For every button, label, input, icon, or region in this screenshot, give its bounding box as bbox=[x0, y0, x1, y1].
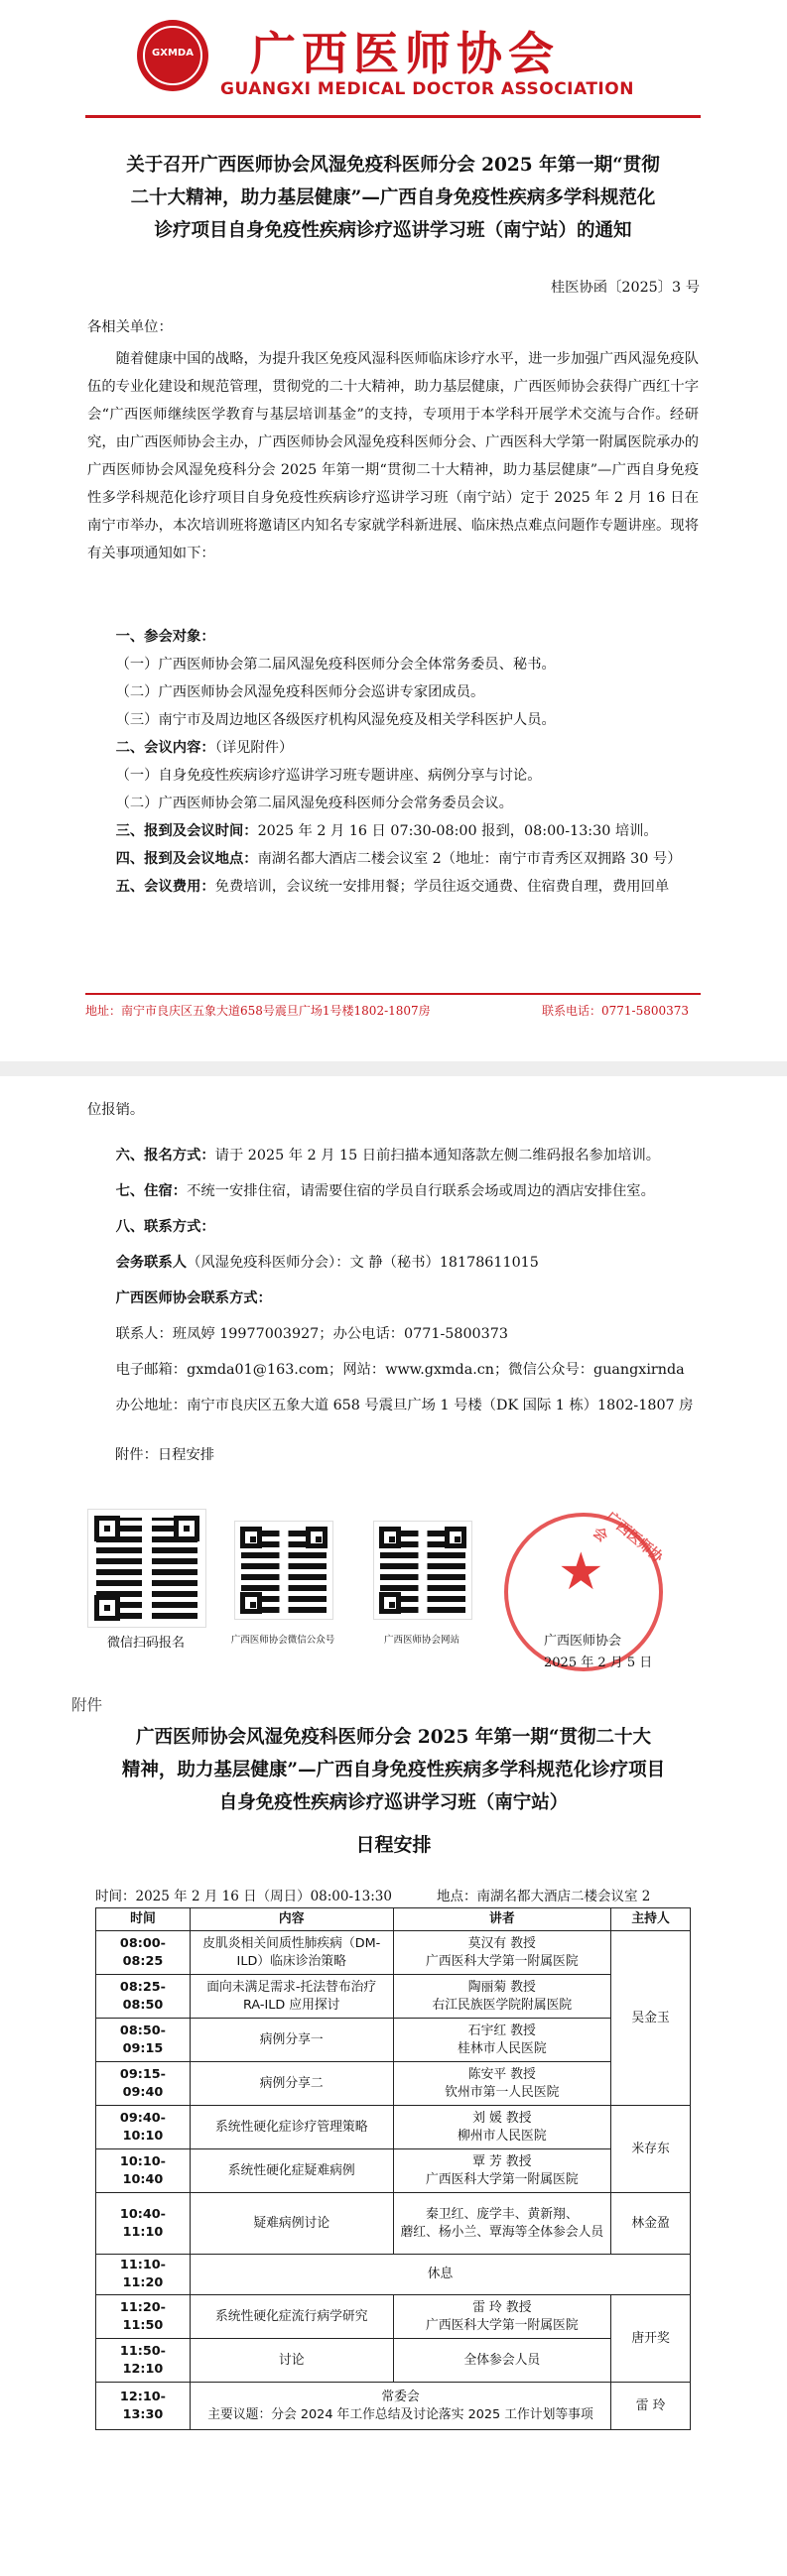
website-qr-code[interactable] bbox=[373, 1521, 472, 1620]
content-cell: 病例分享二 bbox=[190, 2062, 393, 2106]
speaker-cell: 刘 媛 教授 柳州市人民医院 bbox=[393, 2106, 611, 2149]
column-header: 时间 bbox=[96, 1908, 191, 1931]
speaker-cell: 陈安平 教授 钦州市第一人民医院 bbox=[393, 2062, 611, 2106]
contact-label: 会务联系人 bbox=[115, 1255, 188, 1271]
host-cell: 吴金玉 bbox=[611, 1931, 691, 2106]
notice-title-line: 二十大精神，助力基层健康”—广西自身免疫性疾病多学科规范化 bbox=[130, 187, 656, 208]
appendix-title bbox=[69, 1721, 718, 1819]
schedule-heading: 日程安排 bbox=[355, 1834, 432, 1856]
contact-person: 联系人：班凤婷 19977003927；办公电话：0771-5800373 bbox=[115, 1326, 508, 1342]
seal-star-icon: ★ bbox=[558, 1542, 604, 1602]
appendix-title-line: 精神，助力基层健康”—广西自身免疫性疾病多学科规范化诊疗项目 bbox=[121, 1760, 666, 1780]
logo-text: GXMDA bbox=[152, 48, 194, 59]
time-cell: 08:25-08:50 bbox=[96, 1975, 191, 2019]
qr-finder bbox=[379, 1592, 401, 1614]
wechat-account-qr-code[interactable] bbox=[234, 1521, 333, 1620]
speaker-cell: 石宇红 教授 桂林市人民医院 bbox=[393, 2019, 611, 2062]
table-row bbox=[96, 1931, 691, 1975]
qr-finder bbox=[445, 1527, 466, 1548]
qr-caption: 广西医师协会网站 bbox=[383, 1635, 459, 1646]
content-cell: 皮肌炎相关间质性肺疾病（DM-ILD）临床诊治策略 bbox=[190, 1931, 393, 1975]
notice-title-line: 诊疗项目自身免疫性疾病诊疗巡讲学习班（南宁站）的通知 bbox=[154, 220, 632, 241]
time-cell: 11:20-11:50 bbox=[96, 2295, 191, 2339]
section-1 bbox=[87, 623, 699, 901]
contact-text: （风湿免疫科医师分会）：文 静（秘书）18178611015 bbox=[187, 1255, 539, 1271]
content-cell: 系统性硬化症诊疗管理策略 bbox=[190, 2106, 393, 2149]
time-cell: 09:40-10:10 bbox=[96, 2106, 191, 2149]
table-row bbox=[96, 2255, 691, 2295]
section-heading: 七、住宿： bbox=[115, 1183, 188, 1199]
content-cell: 面向未满足需求-托法替布治疗 RA-ILD 应用探讨 bbox=[190, 1975, 393, 2019]
speaker-cell: 陶丽菊 教授 右江民族医学院附属医院 bbox=[393, 1975, 611, 2019]
footer-phone: 联系电话：0771-5800373 bbox=[542, 1004, 690, 1018]
speaker-cell: 莫汉有 教授 广西医科大学第一附属医院 bbox=[393, 1931, 611, 1975]
time-cell: 10:10-10:40 bbox=[96, 2149, 191, 2193]
intro-paragraph: 随着健康中国的战略，为提升我区免疫风湿科医师临床诊疗水平，进一步加强广西风湿免疫队伍的专业化建设和规范管理，贯彻党的二十大精神，助力基层健康，广西医师协会获得广西红十字会“广西医师继续医学教育与基层培训基金”的支持，专项用于本学科开展学术交流与合作。经研究，由广西医师协会主办，广西医师协会风湿免疫科医师分会、广西医科大学第一附属医院承办的广西医师协会风湿免疫科分会 2025 年第一期“贯彻二十大精神，助力基层健康”—广西自身免疫性多学科规范化诊疗项目自身免疫性疾病诊疗巡讲学习班（南宁站）定于 2025 年 2 月 16 日在南宁市举办，本次培训班将邀请区内知名专家就学科新进展、临床热点难点问题作专题讲座。现将有关事项通知如下： bbox=[87, 351, 699, 561]
host-cell: 唐开奖 bbox=[611, 2295, 691, 2383]
contact-address: 办公地址：南宁市良庆区五象大道 658 号震旦广场 1 号楼（DK 国际 1 栋）1802-1807 房 bbox=[115, 1398, 694, 1413]
section-text: 南湖名都大酒店二楼会议室 2（地址：南宁市青秀区双拥路 30 号） bbox=[257, 851, 682, 867]
content-cell: 讨论 bbox=[190, 2339, 393, 2383]
notice-page-2 bbox=[0, 1076, 787, 2576]
time-cell: 10:40-11:10 bbox=[96, 2193, 191, 2255]
time-cell: 11:50-12:10 bbox=[96, 2339, 191, 2383]
speaker-cell: 全体参会人员 bbox=[393, 2339, 611, 2383]
list-item: （三）南宁市及周边地区各级医疗机构风湿免疫及相关学科医护人员。 bbox=[115, 712, 556, 728]
speaker-cell: 秦卫红、庞学丰、黄新翔、 蘑红、杨小兰、覃海等全体参会人员 bbox=[393, 2193, 611, 2255]
section-6-to-8 bbox=[87, 1138, 722, 1423]
notice-title-line: 关于召开广西医师协会风湿免疫科医师分会 2025 年第一期“贯彻 bbox=[126, 155, 660, 176]
speaker-cell: 覃 芳 教授 广西医科大学第一附属医院 bbox=[393, 2149, 611, 2193]
section-heading: 二、会议内容： bbox=[115, 740, 215, 756]
host-cell: 雷 玲 bbox=[611, 2383, 691, 2430]
speaker-cell: 雷 玲 教授 广西医科大学第一附属医院 bbox=[393, 2295, 611, 2339]
content-cell: 系统性硬化症疑难病例 bbox=[190, 2149, 393, 2193]
salutation: 各相关单位： bbox=[87, 319, 173, 335]
section-note: （详见附件） bbox=[214, 740, 294, 756]
continuation-text bbox=[87, 1096, 699, 1124]
header-divider bbox=[85, 115, 701, 118]
content-cell: 病例分享一 bbox=[190, 2019, 393, 2062]
qr-finder bbox=[94, 1516, 120, 1541]
list-item: （二）广西医师协会风湿免疫科医师分会巡讲专家团成员。 bbox=[115, 684, 485, 700]
section-heading: 三、报到及会议时间： bbox=[115, 823, 258, 839]
footer-address: 地址：南宁市良庆区五象大道658号震旦广场1号楼1802-1807房 bbox=[85, 1004, 431, 1018]
table-row bbox=[96, 2295, 691, 2339]
contact-email: 电子邮箱：gxmda01@163.com；网站：www.gxmda.cn；微信公众号：guangxirnda bbox=[115, 1362, 685, 1378]
column-header: 讲者 bbox=[393, 1908, 611, 1931]
table-row bbox=[96, 1975, 691, 2019]
table-row bbox=[96, 2062, 691, 2106]
column-header: 内容 bbox=[190, 1908, 393, 1931]
qr-caption: 微信扫码报名 bbox=[106, 1636, 185, 1651]
table-row bbox=[96, 2193, 691, 2255]
attachment-note: 附件：日程安排 bbox=[115, 1447, 215, 1463]
schedule-time: 时间：2025 年 2 月 16 日（周日）08:00-13:30 bbox=[95, 1889, 392, 1904]
section-heading: 八、联系方式： bbox=[115, 1219, 215, 1235]
section-text: 请于 2025 年 2 月 15 日前扫描本通知落款左侧二维码报名参加培训。 bbox=[214, 1148, 661, 1164]
section-text: 不统一安排住宿，请需要住宿的学员自行联系会场或周边的酒店安排住室。 bbox=[187, 1183, 655, 1199]
time-cell: 09:15-09:40 bbox=[96, 2062, 191, 2106]
schedule-place: 地点：南湖名都大酒店二楼会议室 2 bbox=[437, 1889, 651, 1904]
list-item: （二）广西医师协会第二届风湿免疫科医师分会常务委员会议。 bbox=[115, 796, 513, 811]
content-cell: 疑难病例讨论 bbox=[190, 2193, 393, 2255]
notice-page-1 bbox=[0, 0, 787, 1061]
time-cell: 08:50-09:15 bbox=[96, 2019, 191, 2062]
list-item: （一）广西医师协会第二届风湿免疫科医师分会全体常务委员、秘书。 bbox=[115, 657, 556, 673]
qr-finder bbox=[94, 1595, 120, 1621]
qr-finder bbox=[240, 1592, 262, 1614]
section-text: 2025 年 2 月 16 日 07:30-08:00 报到，08:00-13:30 培训。 bbox=[257, 823, 658, 839]
qr-finder bbox=[240, 1527, 262, 1548]
org-name-en: GUANGXI MEDICAL DOCTOR ASSOCIATION bbox=[220, 79, 634, 99]
merged-cell: 常委会 主要议题：分会 2024 年工作总结及讨论落实 2025 工作计划等事项 bbox=[190, 2383, 610, 2430]
time-cell: 11:10-11:20 bbox=[96, 2255, 191, 2295]
list-item: （一）自身免疫性疾病诊疗巡讲学习班专题讲座、病例分享与讨论。 bbox=[115, 768, 542, 784]
section-heading: 一、参会对象： bbox=[115, 629, 215, 645]
qr-finder bbox=[306, 1527, 328, 1548]
appendix-title-line: 自身免疫性疾病诊疗巡讲学习班（南宁站） bbox=[218, 1792, 569, 1813]
host-cell: 米存东 bbox=[611, 2106, 691, 2193]
section-text: 位报销。 bbox=[87, 1102, 145, 1118]
time-cell: 12:10-13:30 bbox=[96, 2383, 191, 2430]
table-row bbox=[96, 2149, 691, 2193]
appendix-title-line: 广西医师协会风湿免疫科医师分会 2025 年第一期“贯彻二十大 bbox=[135, 1727, 651, 1748]
seal-text: 广西医师协会 bbox=[589, 1509, 666, 1566]
section-text: 免费培训，会议统一安排用餐；学员往返交通费、住宿费自理，费用回单 bbox=[214, 879, 670, 895]
signup-qr-code[interactable] bbox=[87, 1509, 206, 1628]
column-header: 主持人 bbox=[611, 1908, 691, 1931]
time-cell: 08:00-08:25 bbox=[96, 1931, 191, 1975]
document-number: 桂医协函〔2025〕3 号 bbox=[550, 280, 700, 296]
table-row bbox=[96, 2383, 691, 2430]
host-cell: 林金盈 bbox=[611, 2193, 691, 2255]
section-heading: 六、报名方式： bbox=[115, 1148, 215, 1164]
schedule-table bbox=[95, 1907, 691, 2430]
content-cell: 系统性硬化症流行病学研究 bbox=[190, 2295, 393, 2339]
table-row bbox=[96, 2339, 691, 2383]
table-row bbox=[96, 2019, 691, 2062]
appendix-label: 附件 bbox=[71, 1696, 103, 1714]
section-heading: 五、会议费用： bbox=[115, 879, 215, 895]
qr-finder bbox=[379, 1527, 401, 1548]
table-header-row bbox=[96, 1908, 691, 1931]
qr-caption: 广西医师协会微信公众号 bbox=[230, 1635, 335, 1646]
contact-label: 广西医师协会联系方式： bbox=[115, 1290, 272, 1306]
footer-divider bbox=[85, 993, 701, 995]
signer: 广西医师协会 bbox=[544, 1634, 622, 1649]
qr-finder bbox=[174, 1516, 199, 1541]
sign-date: 2025 年 2 月 5 日 bbox=[544, 1656, 653, 1670]
break-cell: 休息 bbox=[190, 2255, 690, 2295]
org-name-cn: 广西医师协会 bbox=[250, 27, 560, 80]
notice-title bbox=[89, 149, 697, 247]
section-heading: 四、报到及会议地点： bbox=[115, 851, 258, 867]
table-row bbox=[96, 2106, 691, 2149]
